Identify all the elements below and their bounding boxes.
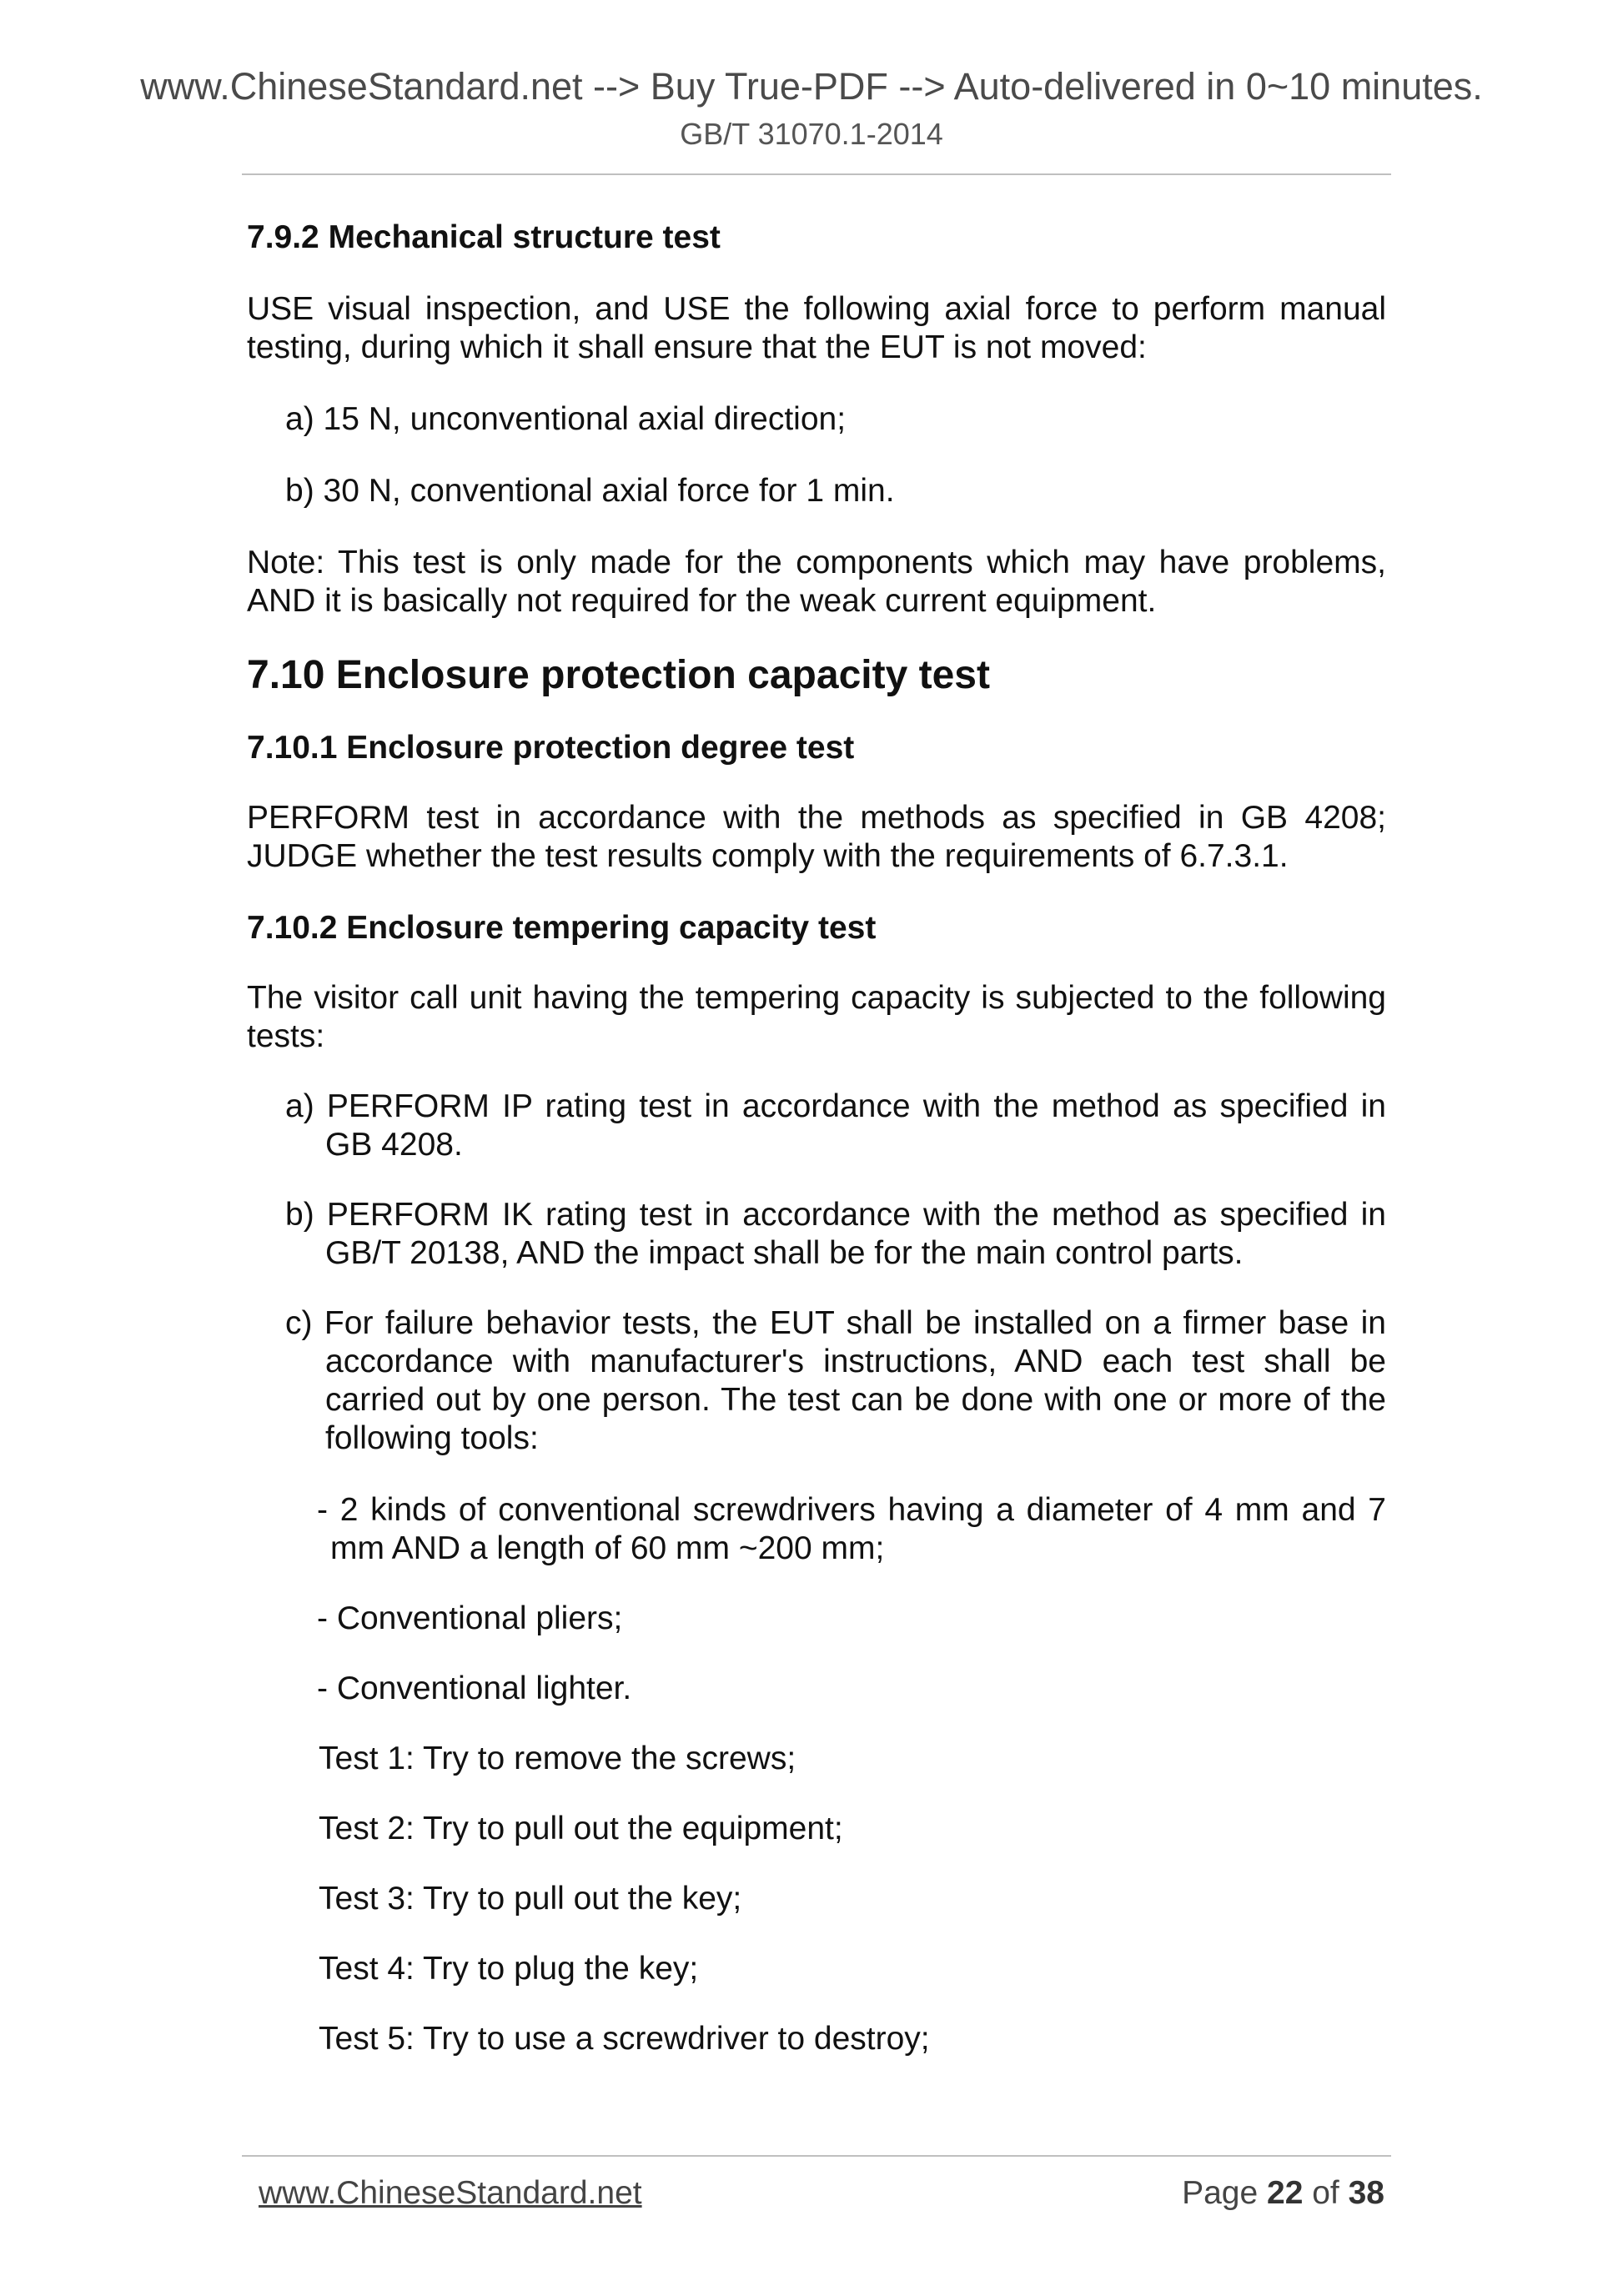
standard-number: GB/T 31070.1-2014 (680, 117, 943, 151)
page-number (1182, 2175, 1384, 2212)
tool-item: - 2 kinds of conventional screwdrivers having a diameter of 4 mm and 7 mm AND a length of 60 mm ~200 mm; (317, 1492, 1386, 1566)
test-item: Test 4: Try to plug the key; (319, 1951, 699, 1987)
test-item: Test 1: Try to remove the screws; (319, 1741, 796, 1776)
test-item: Test 3: Try to pull out the key; (319, 1881, 742, 1917)
tool-item: - Conventional lighter. (317, 1671, 632, 1706)
section-7-10-title: 7.10 Enclosure protection capacity test (247, 653, 990, 697)
document-body (247, 219, 1386, 2058)
list-item: a) PERFORM IP rating test in accordance with the method as specified in GB 4208. (285, 1088, 1386, 1163)
list-item: b) 30 N, conventional axial force for 1 min. (285, 473, 895, 509)
section-7-10-1-paragraph: PERFORM test in accordance with the methods as specified in GB 4208; JUDGE whether the test results comply with the requirements of 6.7.3.1. (247, 800, 1386, 874)
list-item: a) 15 N, unconventional axial direction; (285, 401, 847, 437)
test-item: Test 2: Try to pull out the equipment; (319, 1811, 843, 1846)
page-total: 38 (1348, 2175, 1384, 2211)
footer-site-link[interactable]: www.ChineseStandard.net (259, 2175, 642, 2211)
tool-item: - Conventional pliers; (317, 1600, 623, 1636)
section-7-9-2-note: Note: This test is only made for the components which may have problems, AND it is basically not required for the weak current equipment. (247, 545, 1386, 619)
section-7-9-2-paragraph: USE visual inspection, and USE the following axial force to perform manual testing, during which it shall ensure that the EUT is not moved: (247, 291, 1386, 365)
header-divider (242, 173, 1391, 175)
page-current: 22 (1267, 2175, 1304, 2211)
page-of: of (1312, 2175, 1339, 2211)
section-7-9-2-title: 7.9.2 Mechanical structure test (247, 219, 721, 255)
page-prefix: Page (1182, 2175, 1259, 2211)
section-7-10-2-paragraph: The visitor call unit having the tempering capacity is subjected to the following tests: (247, 980, 1386, 1054)
test-item: Test 5: Try to use a screwdriver to destroy; (319, 2021, 930, 2057)
list-item: b) PERFORM IK rating test in accordance with the method as specified in GB/T 20138, AND the impact shall be for the main control parts. (285, 1197, 1386, 1271)
section-7-10-1-title: 7.10.1 Enclosure protection degree test (247, 730, 855, 766)
list-item: c) For failure behavior tests, the EUT shall be installed on a firmer base in accordance with manufacturer's instructions, AND each test shall be carried out by one person. The test can be done with one or more of the following tools: (285, 1305, 1386, 1456)
header-banner: www.ChineseStandard.net --> Buy True-PDF --> Auto-delivered in 0~10 minutes. (140, 65, 1483, 108)
footer-divider (242, 2155, 1391, 2157)
section-7-10-2-title: 7.10.2 Enclosure tempering capacity test (247, 910, 877, 946)
